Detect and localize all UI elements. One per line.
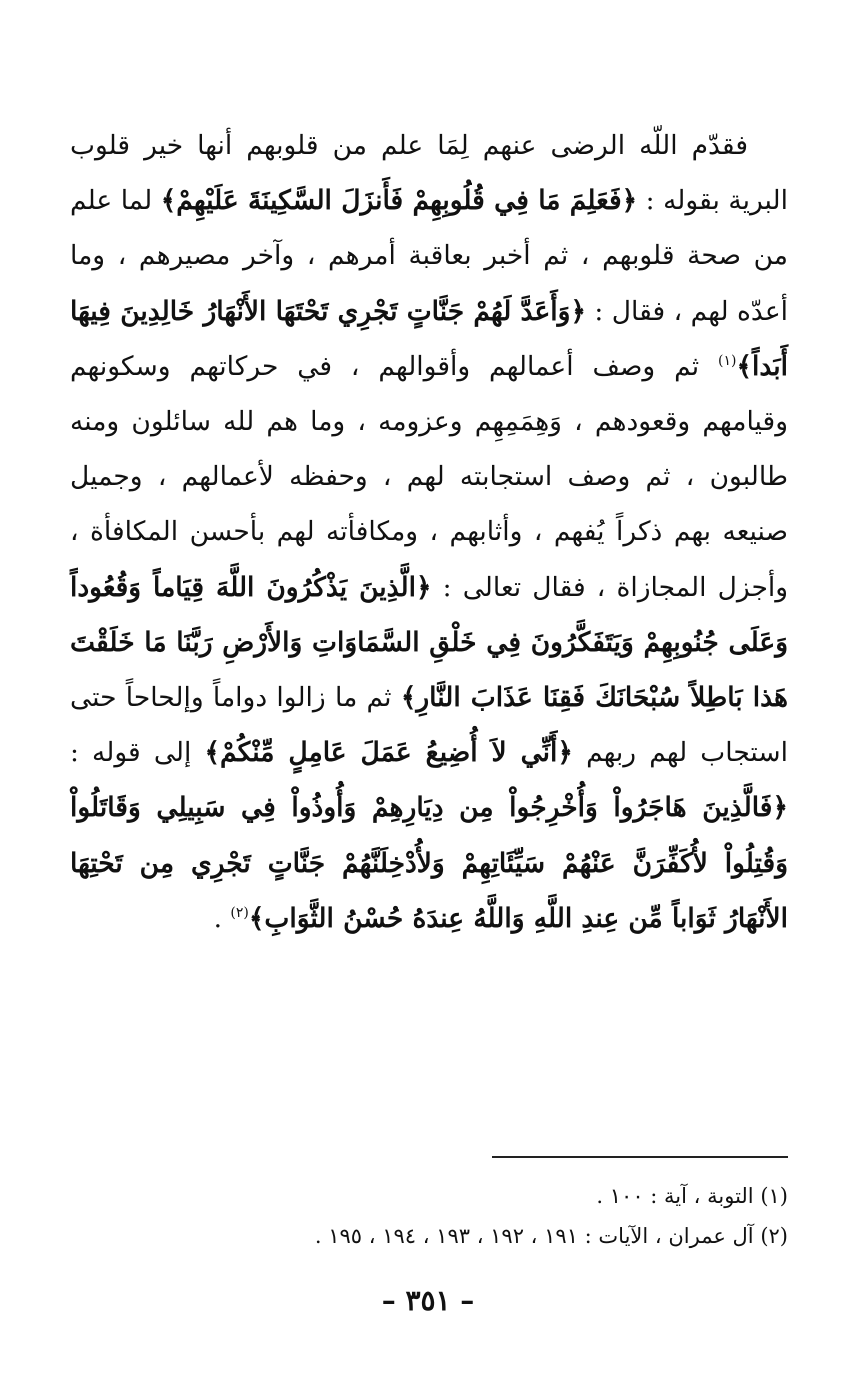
footnote-ref: (١) xyxy=(717,352,737,369)
text-segment: ثم وصف أعمالهم وأقوالهم ، في حركاتهم وسكونهم وقيامهم وقعودهم ، وَهِمَمِهِم وعزومه ، وما هم لله سائلون ومنه طالبون ، ثم وصف استجابته لهم ، وحفظه لأعمالهم ، وجميل صنيعه بهم ذكراً يُفهم ، وأثابهم ، ومكافأته لهم بأحسن المكافأة ، وأجزل المجازاة ، فقال تعالى : xyxy=(70,350,789,603)
footnote-2: (٢) آل عمران ، الآيات : ١٩١ ، ١٩٢ ، ١٩٣ ، ١٩٤ ، ١٩٥ . xyxy=(314,1224,788,1248)
ornate-bracket-close: ﴾ xyxy=(248,902,265,934)
text-segment: إلى قوله : xyxy=(70,737,205,769)
quran-verse: وَأَعَدَّ لَهُمْ جَنَّاتٍ تَجْرِي تَحْتَهَا الأَنْهَارُ خَالِدِينَ فِيهَا أَبَداً xyxy=(70,295,788,382)
ornate-bracket-open: ﴿ xyxy=(415,571,432,603)
ornate-bracket-open: ﴿ xyxy=(621,185,638,217)
text-segment: . xyxy=(213,902,231,934)
ornate-bracket-close: ﴾ xyxy=(204,737,221,769)
body-text xyxy=(70,118,788,946)
quran-verse: الَّذِينَ يَذْكُرُونَ اللَّهَ قِيَاماً وَقُعُوداً وَعَلَى جُنُوبِهِمْ وَيَتَفَكَّرُونَ فِي خَلْقِ السَّمَاوَاتِ وَالأَرْضِ رَبَّنَا مَا خَلَقْتَ هَذا بَاطِلاً سُبْحَانَكَ فَقِنَا عَذَابَ النَّارِ xyxy=(70,571,788,714)
footnotes xyxy=(68,1176,788,1256)
quran-verse: فَالَّذِينَ هَاجَرُواْ وَأُخْرِجُواْ مِن دِيَارِهِمْ وَأُوذُواْ فِي سَبِيلِي وَقَاتَلُواْ وَقُتِلُواْ لأُكَفِّرَنَّ عَنْهُمْ سَيِّئَاتِهِمْ وَلأُدْخِلَنَّهُمْ جَنَّاتٍ تَجْرِي مِن تَحْتِهَا الأَنْهَارُ ثَوَاباً مِّن عِندِ اللَّهِ وَاللَّهُ عِندَهُ حُسْنُ الثَّوَابِ xyxy=(70,792,788,934)
ornate-bracket-open: ﴿ xyxy=(570,295,586,327)
footnote-1: (١) التوبة ، آية : ١٠٠ . xyxy=(596,1184,788,1208)
text-segment: لما علم من صحة قلوبهم ، ثم أخبر بعاقبة أمرهم ، وآخر مصيرهم ، وما أعدّه لهم ، فقال : xyxy=(70,185,788,327)
footnote-divider xyxy=(492,1156,788,1158)
ornate-bracket-close: ﴾ xyxy=(400,682,417,714)
text-segment: فقدّم اللّه الرضى عنهم لِمَا علم من قلوبهم أنها خير قلوب البرية بقوله : xyxy=(70,130,788,217)
text-segment: ثم ما زالوا دواماً وإلحاحاً حتى استجاب لهم ربهم xyxy=(70,682,788,769)
footnote-ref: (٢) xyxy=(230,905,249,922)
quran-verse: أَنِّي لاَ أُضِيعُ عَمَلَ عَامِلٍ مِّنْكُمْ xyxy=(220,737,558,769)
main-paragraph xyxy=(70,118,788,946)
ornate-bracket-close: ﴾ xyxy=(160,185,177,217)
ornate-bracket-open: ﴿ xyxy=(557,737,573,769)
ornate-bracket-open: ﴿ xyxy=(772,792,788,824)
quran-verse: فَعَلِمَ مَا فِي قُلُوبِهِمْ فَأَنزَلَ السَّكِينَةَ عَلَيْهِمْ xyxy=(176,185,622,217)
page-number: – ٣٥١ – xyxy=(381,1284,475,1317)
ornate-bracket-close: ﴾ xyxy=(736,350,752,382)
